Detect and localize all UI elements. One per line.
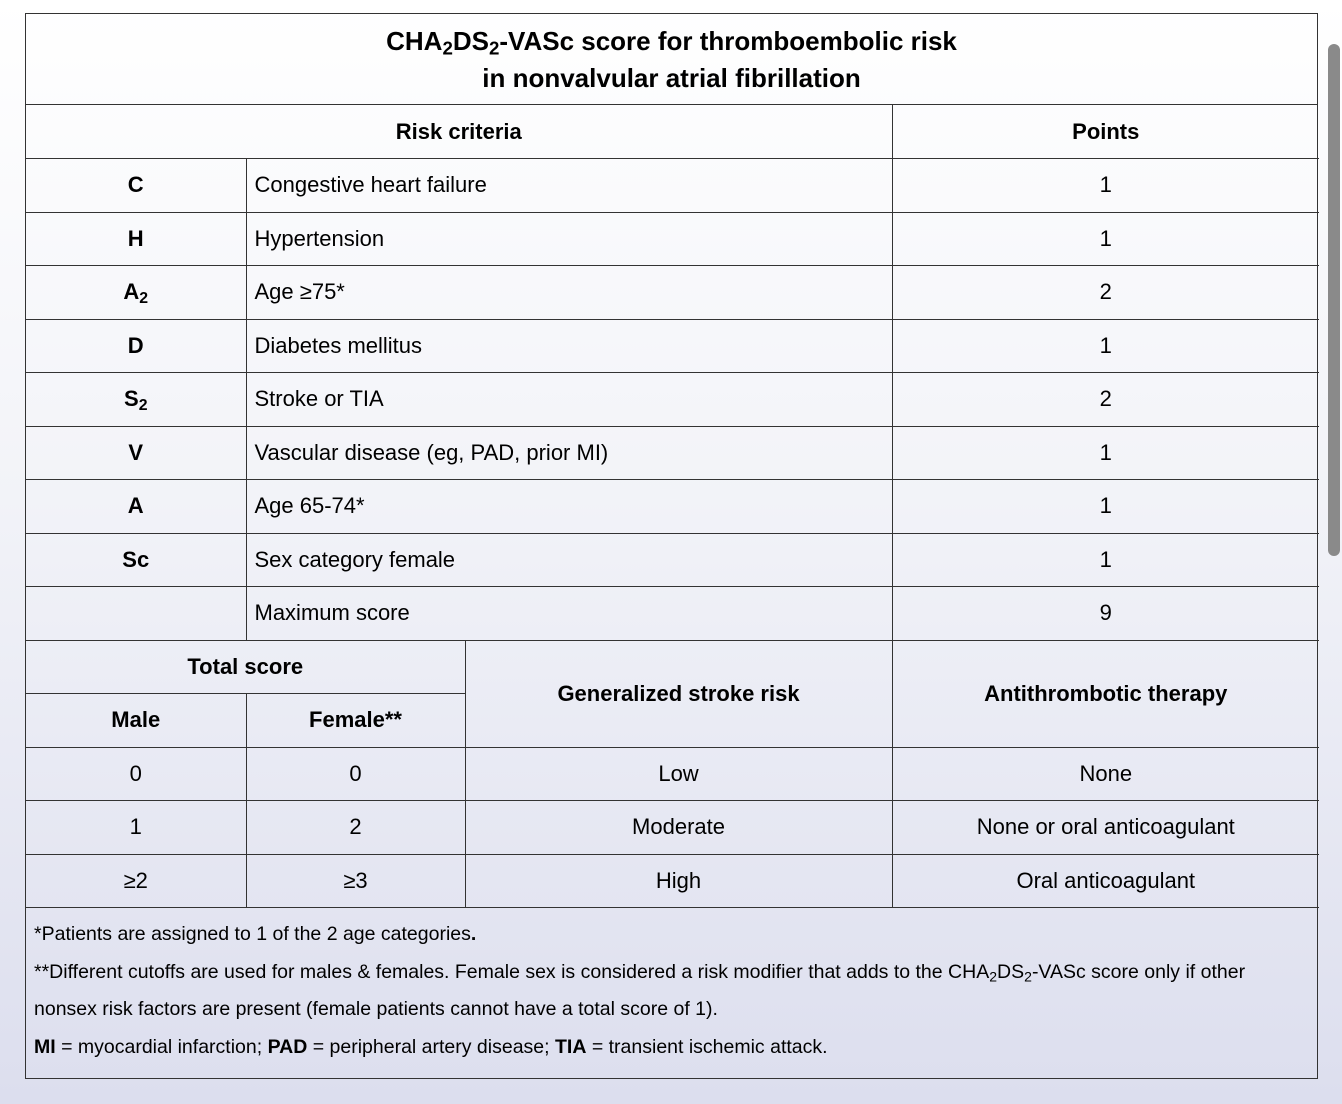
footnote-text: -VASc score only if other nonsex risk factors are present (female patients cannot have a total score of 1). [34,960,1246,1020]
footnote-text: **Different cutoffs are used for males & females. Female sex is considered a risk modifier that adds to the CHA [34,960,990,983]
stroke-risk: Moderate [465,801,892,855]
title-subscript: 2 [442,37,453,59]
criteria-points: 1 [892,533,1319,587]
footnote-sex [34,954,1309,1029]
points-header: Points [892,105,1319,159]
vertical-scrollbar[interactable] [1328,44,1340,556]
abbreviation-definition: = myocardial infarction; [55,1035,268,1058]
title-text: -VASc score for thromboembolic risk [499,26,957,56]
criteria-row [26,212,1319,266]
abbreviation: TIA [554,1035,587,1058]
criteria-letter-text: H [127,225,144,251]
criteria-description: Age ≥75* [246,266,892,320]
stroke-risk: Low [465,747,892,801]
criteria-points: 1 [892,319,1319,373]
criteria-points: 1 [892,159,1319,213]
criteria-letter-text: Sc [122,546,150,572]
title-subscript: 2 [488,37,500,59]
footnote-subscript: 2 [989,968,998,984]
male-score: 0 [26,747,246,801]
criteria-letter [26,480,246,534]
therapy-header: Antithrombotic therapy [892,640,1319,747]
criteria-letter [26,426,246,480]
footnotes [26,908,1317,1078]
criteria-letter-subscript: 2 [139,290,149,308]
criteria-letter-text: A [127,493,144,519]
criteria-header-row [26,105,1319,159]
criteria-letter [26,319,246,373]
female-header: Female** [246,694,465,748]
footnote-age [34,916,1309,954]
criteria-row [26,533,1319,587]
criteria-letter [26,587,246,641]
criteria-letter-text: S [124,386,139,412]
antithrombotic-therapy: None or oral anticoagulant [892,801,1319,855]
criteria-description: Vascular disease (eg, PAD, prior MI) [246,426,892,480]
male-header: Male [26,694,246,748]
abbreviation: MI [34,1035,56,1058]
antithrombotic-therapy: None [892,747,1319,801]
criteria-and-risk-grid [26,105,1319,908]
criteria-row [26,266,1319,320]
cha2ds2-vasc-table [25,13,1318,1079]
male-score: 1 [26,801,246,855]
abbreviation-definition: = peripheral artery disease; [307,1035,555,1058]
risk-header-row [26,640,1319,694]
criteria-row [26,373,1319,427]
stroke-risk: High [465,854,892,908]
risk-row [26,854,1319,908]
title-line-2: in nonvalvular atrial fibrillation [482,63,861,93]
footnote-abbreviations [34,1029,1309,1067]
criteria-letter [26,266,246,320]
criteria-points: 1 [892,426,1319,480]
criteria-points: 1 [892,212,1319,266]
criteria-letter-text: C [127,172,144,198]
total-score-header: Total score [26,640,465,694]
criteria-letter [26,212,246,266]
antithrombotic-therapy: Oral anticoagulant [892,854,1319,908]
footnote-subscript: 2 [1024,968,1032,984]
stroke-risk-header: Generalized stroke risk [465,640,892,747]
risk-row [26,747,1319,801]
criteria-description: Maximum score [246,587,892,641]
criteria-row [26,480,1319,534]
criteria-letter [26,159,246,213]
criteria-letter [26,373,246,427]
female-score: ≥3 [246,854,465,908]
table-title [26,14,1317,105]
criteria-row [26,426,1319,480]
criteria-points: 2 [892,266,1319,320]
criteria-description: Stroke or TIA [246,373,892,427]
title-text: DS [452,26,489,56]
criteria-description: Congestive heart failure [246,159,892,213]
female-score: 2 [246,801,465,855]
footnote-text: . [470,923,477,945]
criteria-description: Sex category female [246,533,892,587]
criteria-points: 9 [892,587,1319,641]
title-line-1 [386,23,957,60]
criteria-letter-text: D [127,332,144,358]
criteria-points: 1 [892,480,1319,534]
criteria-letter-text: V [128,439,144,465]
criteria-row [26,587,1319,641]
footnote-text: *Patients are assigned to 1 of the 2 age categories [34,923,471,945]
footnote-text: DS [997,960,1025,983]
criteria-letter [26,533,246,587]
criteria-points: 2 [892,373,1319,427]
criteria-description: Diabetes mellitus [246,319,892,373]
criteria-description: Hypertension [246,212,892,266]
risk-criteria-header: Risk criteria [26,105,892,159]
abbreviation-definition: = transient ischemic attack. [586,1035,828,1058]
title-text: CHA [386,26,443,56]
criteria-row [26,159,1319,213]
criteria-row [26,319,1319,373]
male-score: ≥2 [26,854,246,908]
female-score: 0 [246,747,465,801]
risk-row [26,801,1319,855]
criteria-letter-subscript: 2 [138,397,148,415]
abbreviation: PAD [267,1035,308,1058]
criteria-description: Age 65-74* [246,480,892,534]
criteria-letter-text: A [123,279,140,305]
